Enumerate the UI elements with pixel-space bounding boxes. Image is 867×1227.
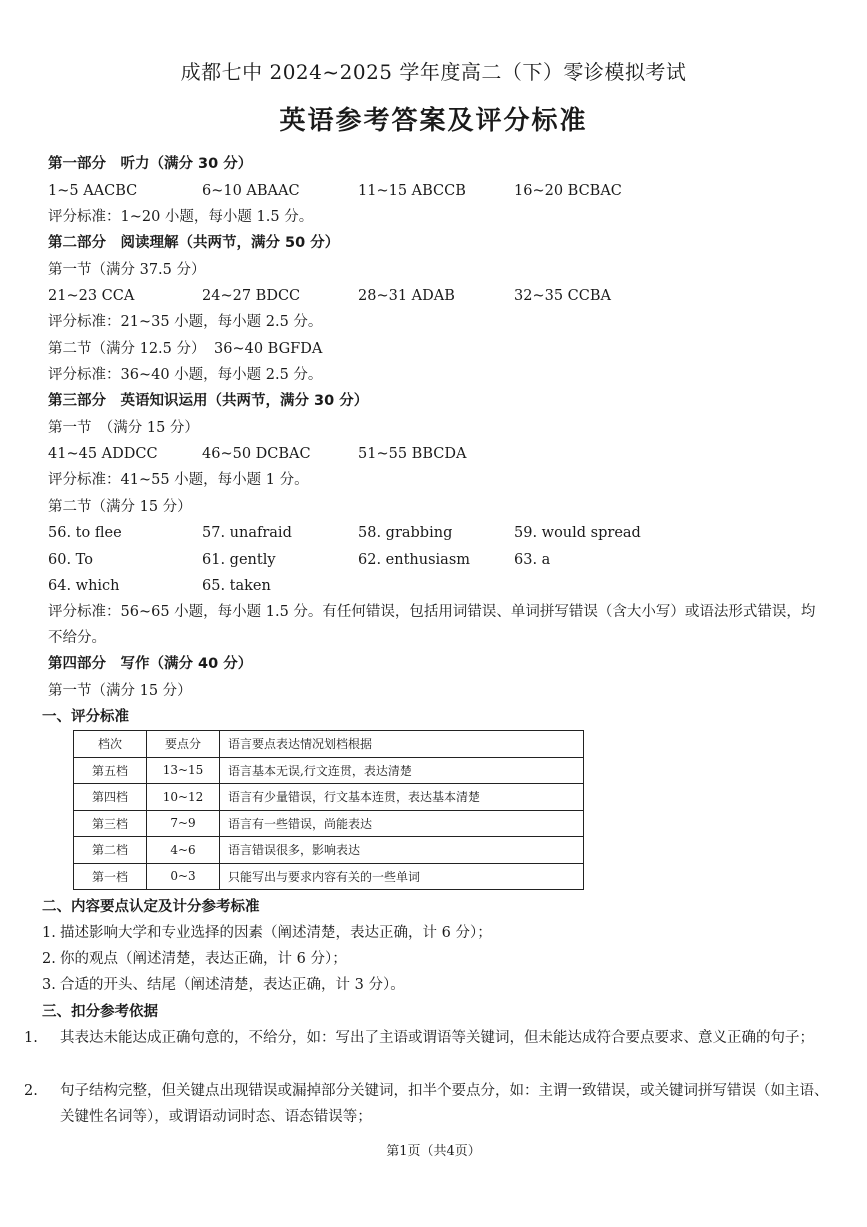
table-cell: 第四档 xyxy=(74,784,147,811)
table-cell: 第五档 xyxy=(74,757,147,784)
part3-section1-scoring: 评分标准：41~55 小题，每小题 1 分。 xyxy=(48,472,309,488)
table-cell: 语言错误很多，影响表达 xyxy=(220,837,584,864)
answer-group: 41~45 ADDCC xyxy=(48,446,158,462)
part2-heading: 第二部分 阅读理解（共两节，满分 50 分） xyxy=(48,235,340,251)
part4-section1-heading: 第一节（满分 15 分） xyxy=(48,683,192,699)
point-text: 描述影响大学和专业选择的因素（阐述清楚，表达正确，计 6 分）； xyxy=(60,925,492,941)
fill-answer: 56. to flee xyxy=(48,525,122,541)
table-cell: 语言有一些错误，尚能表达 xyxy=(220,810,584,837)
table-header-cell: 档次 xyxy=(74,731,147,758)
point-number: 1. xyxy=(42,925,56,941)
point-number: 2. xyxy=(42,951,56,967)
deduction-heading: 三、扣分参考依据 xyxy=(42,1004,158,1020)
answer-group: 21~23 CCA xyxy=(48,288,135,304)
table-header-cell: 语言要点表达情况划档根据 xyxy=(220,731,584,758)
table-header-row xyxy=(74,731,584,758)
part1-heading: 第一部分 听力（满分 30 分） xyxy=(48,156,253,172)
part4-heading: 第四部分 写作（满分 40 分） xyxy=(48,656,253,672)
fill-answer: 61. gently xyxy=(202,552,276,568)
table-cell: 第三档 xyxy=(74,810,147,837)
content-point xyxy=(42,946,832,972)
answer-group: 51~55 BBCDA xyxy=(358,446,467,462)
part3-section2-scoring: 评分标准：56~65 小题，每小题 1.5 分。有任何错误，包括用词错误、单词拼写错误（含大小写）或语法形式错误，均不给分。 xyxy=(48,604,816,646)
part3-section2-heading: 第二节（满分 15 分） xyxy=(48,499,192,515)
answer-group: 1~5 AACBC xyxy=(48,183,138,199)
fill-answer: 63. a xyxy=(514,552,551,568)
deduction-point xyxy=(24,1078,832,1130)
answer-group: 24~27 BDCC xyxy=(202,288,301,304)
table-cell: 13~15 xyxy=(147,757,220,784)
table-row xyxy=(74,784,584,811)
point-number: 3. xyxy=(42,977,56,993)
table-cell: 第一档 xyxy=(74,863,147,890)
table-cell: 只能写出与要求内容有关的一些单词 xyxy=(220,863,584,890)
fill-answer: 57. unafraid xyxy=(202,525,292,541)
table-cell: 7~9 xyxy=(147,810,220,837)
answer-group: 6~10 ABAAC xyxy=(202,183,300,199)
fill-answer: 59. would spread xyxy=(514,525,641,541)
table-row xyxy=(74,810,584,837)
table-cell: 语言基本无误,行文连贯，表达清楚 xyxy=(220,757,584,784)
part3-section1-heading: 第一节 （满分 15 分） xyxy=(48,420,199,436)
exam-title: 成都七中 2024~2025 学年度高二（下）零诊模拟考试 xyxy=(180,60,687,84)
part2-section1-heading: 第一节（满分 37.5 分） xyxy=(48,262,206,278)
fill-answer: 64. which xyxy=(48,578,120,594)
part2-section1-scoring: 评分标准：21~35 小题，每小题 2.5 分。 xyxy=(48,314,323,330)
table-cell: 0~3 xyxy=(147,863,220,890)
answer-group: 16~20 BCBAC xyxy=(514,183,622,199)
part2-section2-heading: 第二节（满分 12.5 分） xyxy=(48,341,206,357)
fill-answer: 62. enthusiasm xyxy=(358,552,471,568)
document-subtitle: 英语参考答案及评分标准 xyxy=(279,106,588,136)
part2-section2-scoring: 评分标准：36~40 小题，每小题 2.5 分。 xyxy=(48,367,323,383)
table-cell: 4~6 xyxy=(147,837,220,864)
answer-group: 46~50 DCBAC xyxy=(202,446,311,462)
table-cell: 10~12 xyxy=(147,784,220,811)
answer-group: 28~31 ADAB xyxy=(358,288,455,304)
answer-group: 11~15 ABCCB xyxy=(358,183,466,199)
answer-group: 36~40 BGFDA xyxy=(214,341,323,357)
part3-heading: 第三部分 英语知识运用（共两节，满分 30 分） xyxy=(48,393,369,409)
table-row xyxy=(74,837,584,864)
table-cell: 第二档 xyxy=(74,837,147,864)
point-text: 你的观点（阐述清楚，表达正确，计 6 分）； xyxy=(60,951,347,967)
content-point xyxy=(42,972,832,998)
point-number: 1. xyxy=(24,1030,38,1046)
content-heading: 二、内容要点认定及计分参考标准 xyxy=(42,899,260,915)
fill-answer: 65. taken xyxy=(202,578,271,594)
grading-table xyxy=(73,730,584,890)
page-number: 第1页（共4页） xyxy=(386,1144,481,1159)
table-row xyxy=(74,863,584,890)
table-row xyxy=(74,757,584,784)
point-text: 其表达未能达成正确句意的，不给分，如：写出了主语或谓语等关键词，但未能达成符合要点要求、意义正确的句子； xyxy=(60,1030,814,1046)
answer-group: 32~35 CCBA xyxy=(514,288,611,304)
criteria-heading: 一、评分标准 xyxy=(42,709,129,725)
table-header-cell: 要点分 xyxy=(147,731,220,758)
point-number: 2. xyxy=(24,1083,38,1099)
content-point xyxy=(42,920,832,946)
fill-answer: 60. To xyxy=(48,552,93,568)
fill-answer: 58. grabbing xyxy=(358,525,453,541)
point-text: 句子结构完整，但关键点出现错误或漏掉部分关键词，扣半个要点分，如：主谓一致错误，或关键词拼写错误（如主语、关键性名词等），或谓语动词时态、语态错误等； xyxy=(60,1083,829,1125)
point-text: 合适的开头、结尾（阐述清楚，表达正确，计 3 分）。 xyxy=(60,977,405,993)
table-cell: 语言有少量错误，行文基本连贯，表达基本清楚 xyxy=(220,784,584,811)
part1-scoring: 评分标准：1~20 小题，每小题 1.5 分。 xyxy=(48,209,314,225)
deduction-point xyxy=(24,1025,832,1051)
